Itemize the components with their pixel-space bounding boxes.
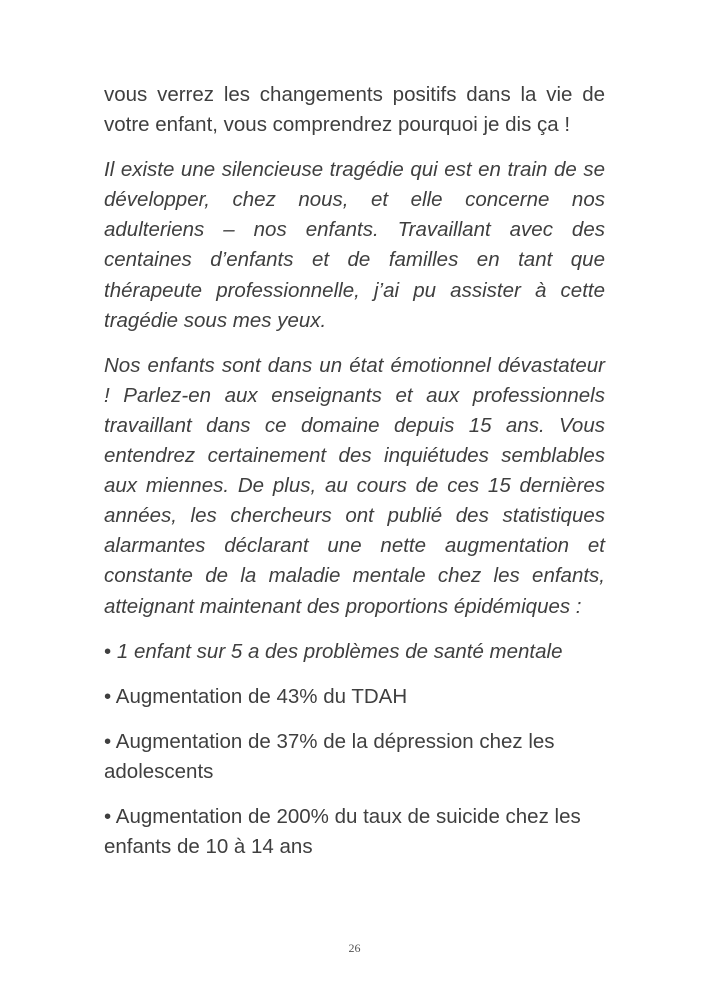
list-item-tdah (104, 682, 605, 712)
list-item-mental-health (104, 637, 605, 667)
bullet-icon: • (104, 639, 112, 663)
page-number: 26 (348, 941, 361, 955)
paragraph-emotional-state: Nos enfants sont dans un état émotionnel dévastateur ! Parlez-en aux enseignants et aux professionnels travaillant dans ce domaine depuis 15 ans. Vous entendrez certainement des inquiétudes semblables aux miennes. De plus, au cours de ces 15 dernières années, les chercheurs ont publié des statistiques alarmantes déclarant une nette augmentation et constante de la maladie mentale chez les enfants, atteignant maintenant des proportions épidémiques : (104, 353, 605, 618)
list-item-text: Augmentation de 37% de la dépression chez les adolescents (104, 729, 555, 783)
page-body (104, 80, 605, 877)
statistics-list (104, 637, 605, 863)
bullet-icon: • (104, 804, 112, 828)
paragraph-intro: vous verrez les changements positifs dans la vie de votre enfant, vous comprendrez pourquoi je dis ça ! (104, 83, 605, 137)
bullet-icon: • (104, 684, 112, 708)
paragraph-tragedy: Il existe une silencieuse tragédie qui est en train de se développer, chez nous, et elle concerne nos adulteriens – nos enfants. Travaillant avec des centaines d’enfants et de familles en tant que thérapeute professionnelle, j’ai pu assister à cette tragédie sous mes yeux. (104, 158, 605, 332)
list-item-suicide (104, 802, 605, 862)
list-item-text: Augmentation de 200% du taux de suicide chez les enfants de 10 à 14 ans (104, 804, 581, 859)
bullet-icon: • (104, 729, 112, 753)
list-item-depression (104, 727, 605, 787)
list-item-text: Augmentation de 43% du TDAH (115, 684, 408, 708)
list-item-text: 1 enfant sur 5 a des problèmes de santé mentale (116, 639, 563, 663)
